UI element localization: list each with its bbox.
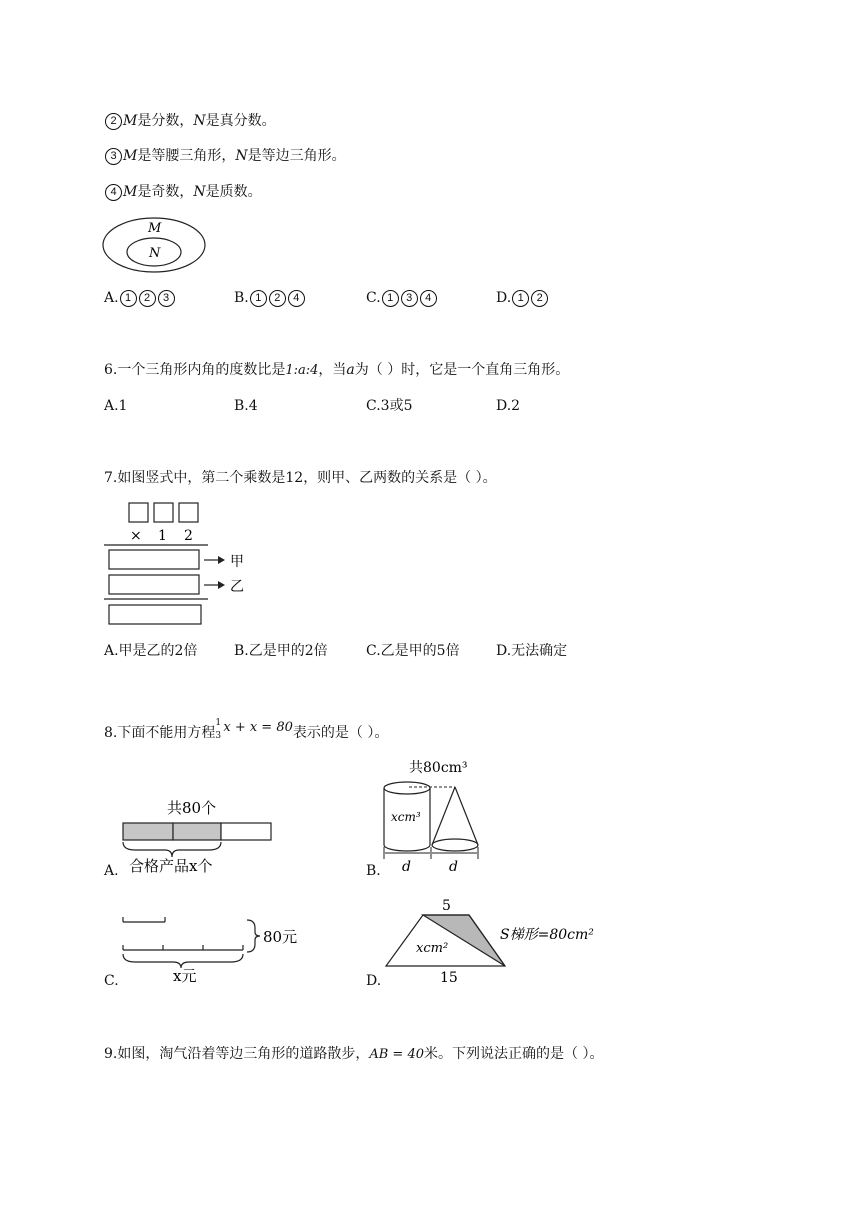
q8-option-a[interactable]: A. [104, 863, 119, 879]
q8-option-c[interactable]: C. [104, 973, 119, 989]
q7-option-a[interactable]: A.甲是乙的2倍 [104, 643, 198, 659]
cone-right-edge [455, 787, 478, 845]
partial-product-box-2 [109, 575, 199, 594]
q7-option-b[interactable]: B.乙是甲的2倍 [234, 643, 328, 659]
bar-brace [123, 842, 221, 857]
q9-stem: 9.如图，淘气沿着等边三角形的道路散步，AB = 40米。下列说法正确的是（ ）。 [104, 1046, 604, 1062]
circled-number: 2 [105, 113, 122, 130]
right-brace [247, 920, 260, 952]
arrow-head-2 [218, 581, 225, 589]
q8-d-inside-label: xcm² [416, 941, 449, 956]
partial-product-box-1 [109, 550, 199, 569]
q8-option-b[interactable]: B. [366, 863, 381, 879]
fraction-one-third: 1 3 [215, 718, 222, 741]
bottom-brace [123, 954, 243, 968]
label-yi: 乙 [230, 579, 244, 595]
q7-option-c[interactable]: C.乙是甲的5倍 [366, 643, 460, 659]
q8-option-d[interactable]: D. [366, 973, 382, 989]
q6-option-a[interactable]: A.1 [104, 398, 128, 414]
vertical-multiplication-diagram [100, 500, 260, 630]
product-box [109, 605, 201, 624]
q8-b-cylinder-cone-diagram [375, 755, 490, 880]
q8-b-d2-label: d [449, 859, 458, 875]
q8-b-d1-label: d [402, 859, 411, 875]
q8-a-bar-diagram [115, 795, 280, 880]
q8-d-trapezoid-diagram [380, 895, 595, 990]
q7-option-d[interactable]: D.无法确定 [496, 643, 568, 659]
q5-item-3: 3 M是等腰三角形，N是等边三角形。 [104, 147, 346, 165]
cone-base [432, 839, 478, 851]
q8-c-below-label: x元 [173, 967, 197, 985]
multiplier-digit-2: 2 [184, 528, 193, 544]
q8-stem: 8.下面不能用方程 1 3 x + x = 80表示的是（ ）。 [104, 718, 389, 741]
times-sign: × [130, 528, 142, 544]
venn-label-m: M [148, 221, 162, 236]
equation: x + x = 80 [223, 720, 293, 735]
q5-option-a[interactable]: A. 1 2 3 [104, 289, 176, 307]
q8-a-total-label: 共80个 [167, 799, 217, 817]
circled-number: 3 [105, 148, 122, 165]
bar-segment-1 [123, 823, 173, 840]
q5-option-d[interactable]: D. 1 2 [496, 289, 549, 307]
q8-d-top-label: 5 [442, 898, 451, 914]
q8-b-inside-label: xcm³ [391, 810, 421, 824]
q6-stem: 6.一个三角形内角的度数比是1:a:4，当a为（ ）时，它是一个直角三角形。 [104, 362, 570, 378]
q8-b-total-label: 共80cm³ [409, 760, 468, 776]
digit-box-1 [129, 503, 148, 522]
q6-option-c[interactable]: C.3或5 [366, 398, 413, 414]
circled-number: 4 [105, 184, 122, 201]
q5-item-2: 2 M是分数，N是真分数。 [104, 112, 276, 130]
multiplier-digit-1: 1 [158, 528, 167, 544]
label-jia: 甲 [230, 554, 244, 570]
q8-d-area-label: S梯形=80cm² [500, 927, 594, 943]
q8-c-segment-diagram [115, 912, 305, 987]
q5-option-b[interactable]: B. 1 2 4 [234, 289, 306, 307]
venn-diagram [100, 215, 210, 275]
q6-option-b[interactable]: B.4 [234, 398, 258, 414]
q5-option-c[interactable]: C. 1 3 4 [366, 289, 438, 307]
digit-box-3 [179, 503, 198, 522]
q6-option-d[interactable]: D.2 [496, 398, 521, 414]
q8-c-right-label: 80元 [263, 928, 298, 946]
venn-label-n: N [149, 246, 161, 261]
bar-segment-2 [173, 823, 221, 840]
cylinder-top [384, 782, 430, 794]
cone-left-edge [432, 787, 455, 845]
q8-a-below-label: 合格产品x个 [129, 857, 213, 875]
q5-item-4: 4 M是奇数，N是质数。 [104, 183, 262, 201]
digit-box-2 [154, 503, 173, 522]
bar-segment-3 [221, 823, 271, 840]
arrow-head-1 [218, 556, 225, 564]
cylinder-bottom [384, 845, 430, 851]
q7-stem: 7.如图竖式中，第二个乘数是12，则甲、乙两数的关系是（ ）。 [104, 470, 497, 486]
q8-d-bottom-label: 15 [440, 970, 458, 986]
